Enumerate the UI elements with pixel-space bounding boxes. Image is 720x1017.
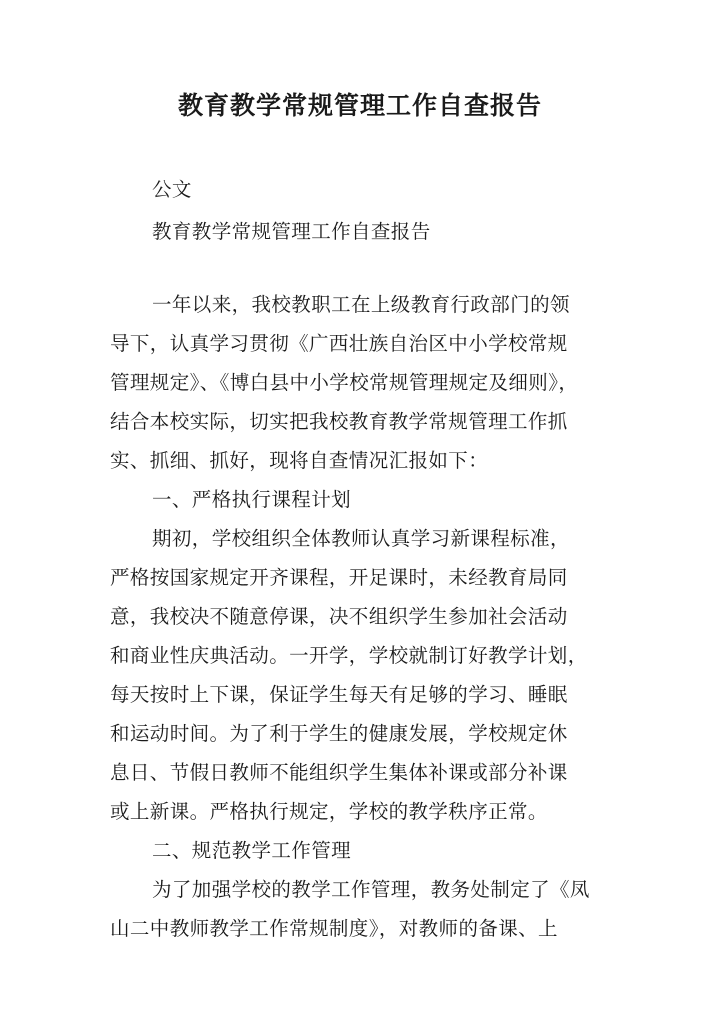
paragraph-line: 息日、节假日教师不能组织学生集体补课或部分补课	[110, 761, 568, 784]
paragraph-line: 和运动时间。为了利于学生的健康发展，学校规定休	[110, 722, 568, 745]
paragraph-line: 山二中教师教学工作常规制度》，对教师的备课、上	[110, 917, 558, 940]
paragraph-line: 导下，认真学习贯彻《广西壮族自治区中小学校常规	[110, 332, 568, 355]
section-heading: 一、严格执行课程计划	[152, 488, 352, 511]
document-subtitle: 教育教学常规管理工作自查报告	[152, 220, 431, 243]
paragraph-line: 实、抓细、抓好，现将自查情况汇报如下：	[110, 449, 489, 472]
section-heading: 二、规范教学工作管理	[152, 839, 352, 862]
paragraph-line: 和商业性庆典活动。一开学，学校就制订好教学计划，	[110, 644, 588, 667]
document-title: 教育教学常规管理工作自查报告	[177, 91, 542, 120]
paragraph-line: 或上新课。严格执行规定，学校的教学秩序正常。	[110, 800, 548, 823]
paragraph-line: 管理规定》、《博白县中小学校常规管理规定及细则》，	[110, 371, 579, 394]
paragraph-line: 意，我校决不随意停课，决不组织学生参加社会活动	[110, 605, 568, 628]
paragraph-line: 每天按时上下课，保证学生每天有足够的学习、睡眠	[110, 683, 568, 706]
paragraph-line: 为了加强学校的教学工作管理，教务处制定了《凤	[152, 878, 590, 901]
paragraph-line: 一年以来，我校教职工在上级教育行政部门的领	[152, 293, 570, 316]
paragraph-line: 严格按国家规定开齐课程，开足课时，未经教育局同	[110, 566, 568, 589]
paragraph-line: 期初，学校组织全体教师认真学习新课程标准，	[152, 527, 570, 550]
paragraph-line: 结合本校实际，切实把我校教育教学常规管理工作抓	[110, 410, 568, 433]
document-category: 公文	[152, 178, 192, 201]
